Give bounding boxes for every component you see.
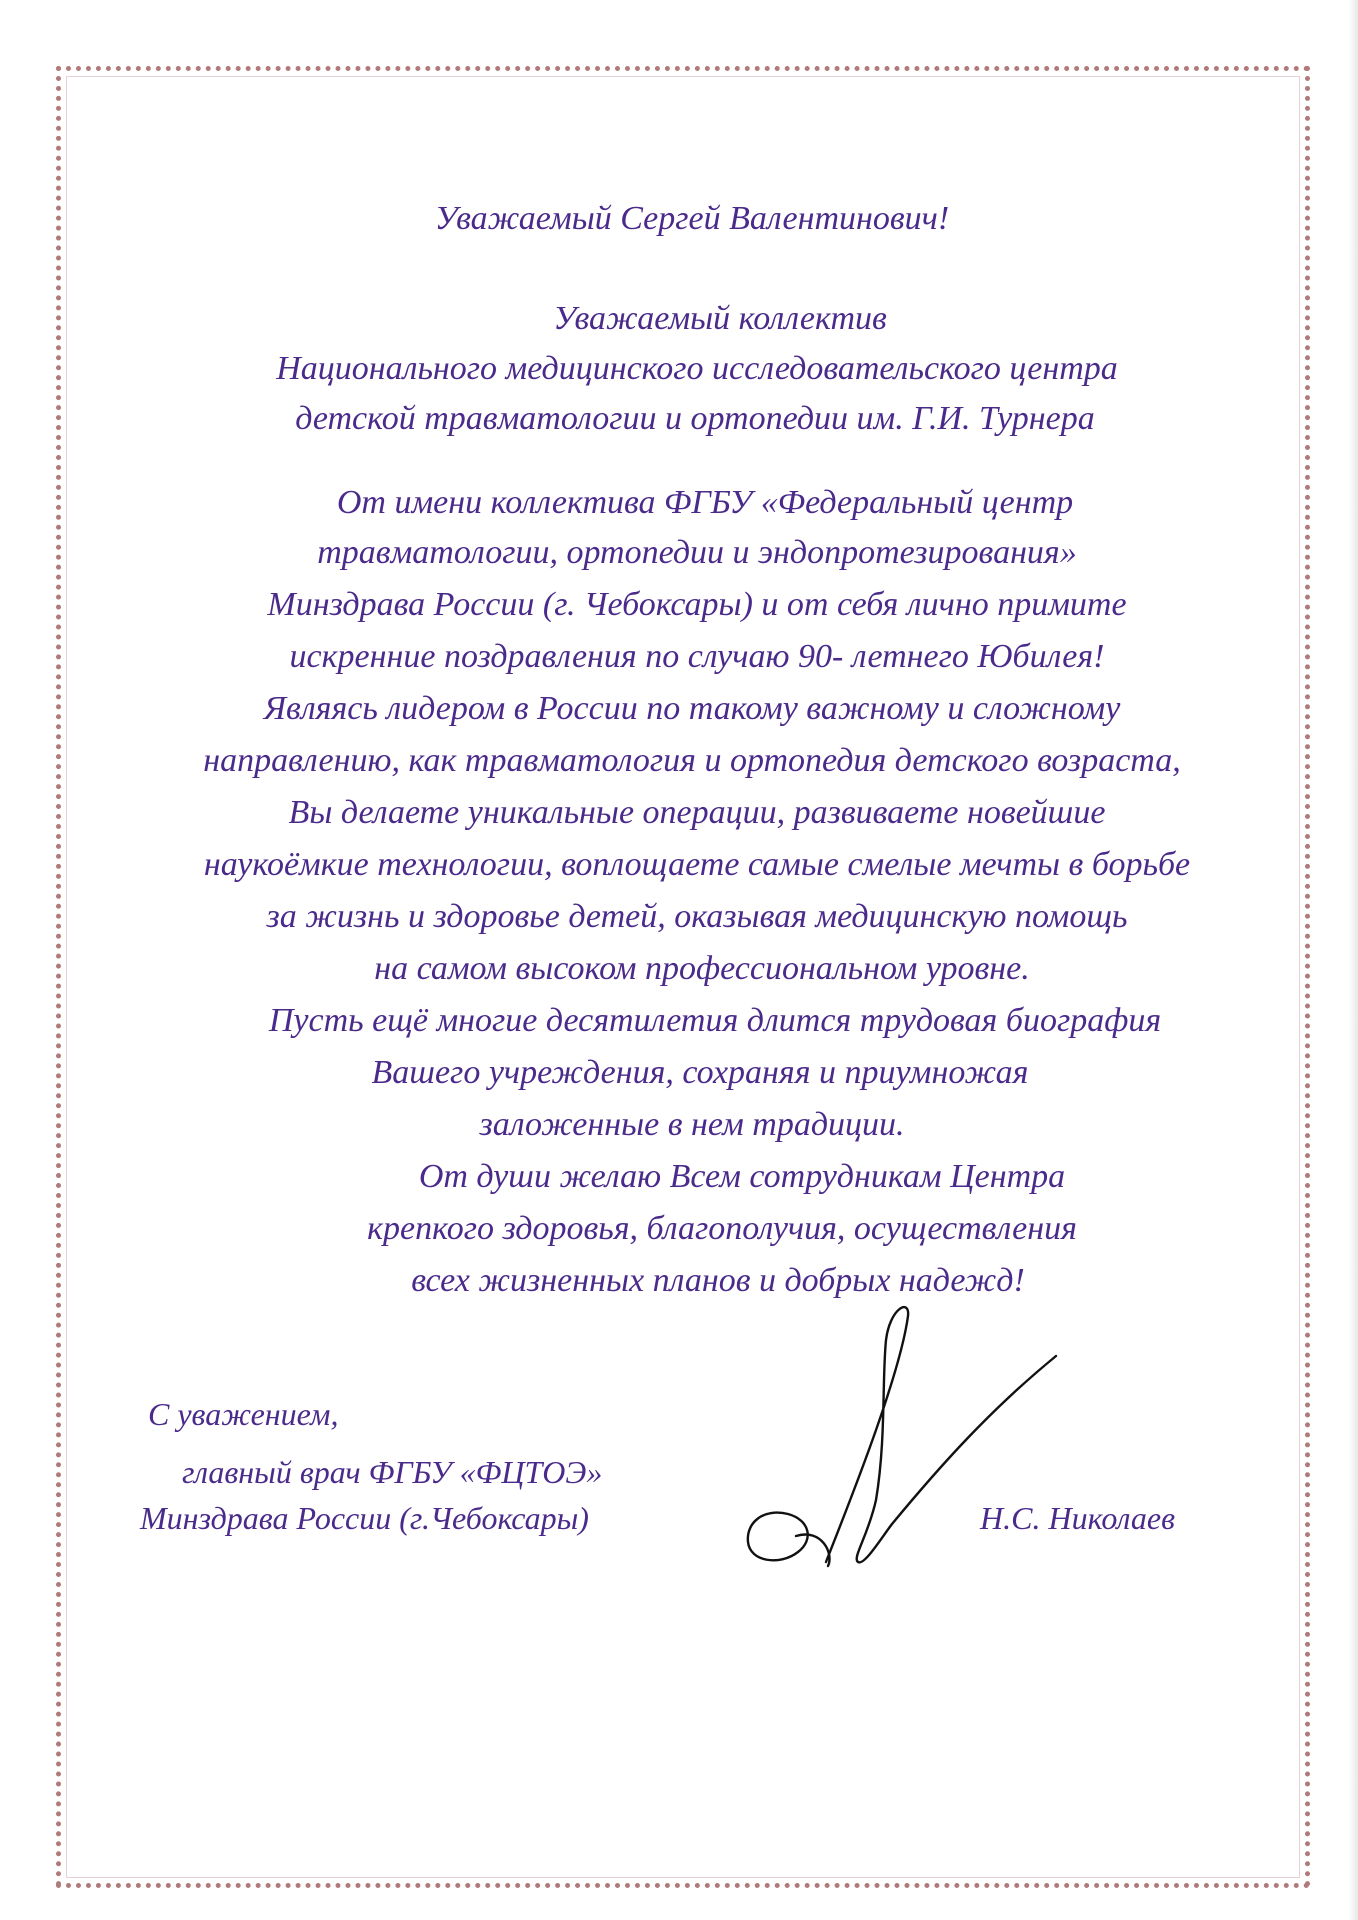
body-line: наукоёмкие технологии, воплощаете самые смелые мечты в борьбе: [203, 846, 1191, 883]
body-line: Минздрава России (г. Чебоксары) и от себя лично примите: [267, 586, 1127, 623]
body-line: травматологии, ортопедии и эндопротезирования»: [317, 534, 1077, 571]
body-line: искренние поздравления по случаю 90- летнего Юбилея!: [289, 638, 1105, 675]
closing-position-line: главный врач ФГБУ «ФЦТОЭ»: [182, 1454, 603, 1490]
body-line: крепкого здоровья, благополучия, осуществления: [367, 1210, 1077, 1247]
body-line: Пусть ещё многие десятилетия длится трудовая биография: [268, 1002, 1162, 1039]
body-line: От души желаю Всем сотрудникам Центра: [418, 1158, 1066, 1195]
signer-name: Н.С. Николаев: [980, 1500, 1175, 1536]
body-line: всех жизненных планов и добрых надежд!: [411, 1262, 1025, 1299]
body-line: на самом высоком профессиональном уровне.: [374, 950, 1030, 987]
address-line: Национального медицинского исследовательского центра: [276, 350, 1118, 387]
scan-edge-shadow: [1348, 0, 1358, 1920]
closing-position-line: Минздрава России (г.Чебоксары): [140, 1500, 589, 1536]
address-line: Уважаемый коллектив: [553, 300, 887, 337]
body-line: От имени коллектива ФГБУ «Федеральный центр: [336, 484, 1074, 521]
body-line: Вашего учреждения, сохраняя и приумножая: [371, 1054, 1029, 1091]
body-line: Вы делаете уникальные операции, развиваете новейшие: [288, 794, 1106, 831]
address-line: детской травматологии и ортопедии им. Г.И. Турнера: [295, 400, 1095, 437]
body-line: направлению, как травматология и ортопедия детского возраста,: [203, 742, 1181, 779]
body-line: заложенные в нем традиции.: [479, 1106, 905, 1143]
closing-regards: С уважением,: [148, 1396, 339, 1432]
body-line: за жизнь и здоровье детей, оказывая медицинскую помощь: [266, 898, 1128, 935]
greeting: Уважаемый Сергей Валентинович!: [434, 200, 950, 237]
handwritten-signature: [740, 1300, 1060, 1570]
body-line: Являясь лидером в России по такому важному и сложному: [263, 690, 1121, 727]
